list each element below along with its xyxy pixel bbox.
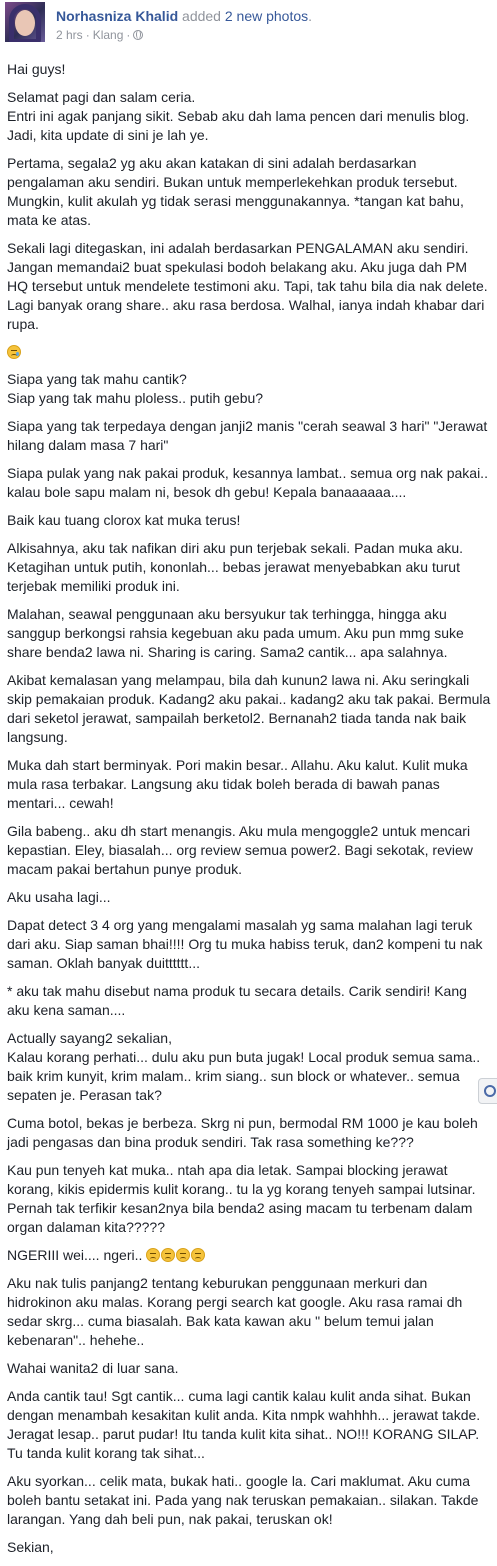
action-end: . xyxy=(308,8,313,24)
paragraph: Anda cantik tau! Sgt cantik... cuma lagi cantik kalau kulit anda sihat. Bukan dengan menambah kesakitan kulit anda. Kita nmpk wahhhh... jerawat takde. Jeragat lesap.. parut pudar! Itu tanda kulit kita sihat.. NO!!! KORANG SILAP. Tu tanda kulit korang tak sihat... xyxy=(7,1388,481,1461)
post-header xyxy=(0,0,497,50)
paragraph: Pertama, segala2 yg aku akan katakan di sini adalah berdasarkan pengalaman aku sendiri. Bukan untuk memperlekehkan produk tersebut. Mungkin, kulit akulah yg tidak serasi menggunakannya. *tangan kat bahu, mata ke atas. xyxy=(7,155,464,228)
confounded-face-emoji xyxy=(146,1248,160,1262)
post-time[interactable]: 2 hrs xyxy=(56,28,83,42)
paragraph: Akibat kemalasan yang melampau, bila dah kunun2 lawa ni. Aku seringkali skip pemakaian produk. Kadang2 aku pakai.. kadang2 aku tak pakai. Bermula dari seketol jerawat, sampailah berketol2. Bernanah2 tiada tanda nak baik langsung. xyxy=(7,672,491,745)
paragraph: Aku syorkan... celik mata, bukak hati.. google la. Cari maklumat. Aku cuma boleh bantu setakat ini. Pada yang nak teruskan pemakaian.. silakan. Takde larangan. Yang dah beli pun, nak pakai, teruskan ok! xyxy=(7,1473,479,1527)
paragraph: Alkisahnya, aku tak nafikan diri aku pun terjebak sekali. Padan muka aku. Ketagihan untuk putih, kononlah... bebas jerawat menyebabkan aku turut terjebak memiliki produk ini. xyxy=(7,540,464,594)
paragraph: Muka dah start berminyak. Pori makin besar.. Allahu. Aku kalut. Kulit muka mula rasa terbakar. Langsung aku tidak boleh berada di bawah panas mentari... cewah! xyxy=(7,757,468,811)
avatar[interactable] xyxy=(5,2,45,42)
emoji-line xyxy=(7,343,491,361)
meta-separator: · xyxy=(85,28,90,42)
paragraph: * aku tak mahu disebut nama produk tu secara details. Carik sendiri! Kang aku kena saman.... xyxy=(7,983,467,1018)
avatar-face xyxy=(15,10,35,36)
ngeri-paragraph xyxy=(7,1246,491,1265)
tear-icon xyxy=(16,352,19,356)
paragraph: Dapat detect 3 4 org yang mengalami masalah yg sama malahan lagi teruk dari aku. Siap saman bhai!!!! Org tu muka habiss teruk, dan2 kompeni tu nak saman. Oklah banyak duitttttt... xyxy=(7,917,483,971)
author-name[interactable]: Norhasniza Khalid xyxy=(56,8,179,24)
paragraph: Selamat pagi dan salam ceria. Entri ini agak panjang sikit. Sebab aku dah lama pencen dari menulis blog. Jadi, kita update di sini je lah ye. xyxy=(7,89,470,143)
confounded-face-emoji xyxy=(161,1248,175,1262)
paragraph: Baik kau tuang clorox kat muka terus! xyxy=(7,512,241,528)
paragraph: Siapa yang tak mahu cantik? Siap yang tak mahu ploless.. putih gebu? xyxy=(7,371,264,406)
paragraph: Wahai wanita2 di luar sana. xyxy=(7,1360,179,1376)
crying-face-emoji xyxy=(7,345,21,359)
post-body xyxy=(7,60,491,1566)
meta-separator-2: · xyxy=(126,28,131,42)
photos-link[interactable]: 2 new photos xyxy=(224,8,309,24)
post-meta xyxy=(56,28,143,42)
paragraph: Hai guys! xyxy=(7,61,66,77)
share-icon xyxy=(484,1085,496,1097)
paragraph: Aku usaha lagi... xyxy=(7,889,111,905)
side-widget[interactable] xyxy=(478,1078,497,1104)
paragraph: Siapa yang tak terpedaya dengan janji2 manis "cerah seawal 3 hari" "Jerawat hilang dalam masa 7 hari" xyxy=(7,418,488,453)
paragraph: Sekian, xyxy=(7,1539,54,1555)
author-action: added xyxy=(182,8,221,24)
paragraph: Aku nak tulis panjang2 tentang keburukan penggunaan merkuri dan hidrokinon aku malas. Korang pergi search kat google. Aku rasa ramai dh sedar skrg... cuma biasalah. Bak kata kawan aku " belum temui jalan kebenaran".. hehehe.. xyxy=(7,1275,463,1348)
paragraph: Malahan, seawal penggunaan aku bersyukur tak terhingga, hingga aku sanggup berkongsi rahsia kegebuan aku pada umum. Aku pun mmg suke share benda2 lawa ni. Sharing is caring. Sama2 cantik... apa salahnya. xyxy=(7,606,464,660)
confounded-face-emoji xyxy=(191,1248,205,1262)
paragraph: Kau pun tenyeh kat muka.. ntah apa dia letak. Sampai blocking jerawat korang, kikis epidermis kulit korang.. tu la yg korang tenyeh sampai lutsinar. Pernah tak terfikir kesan2nya bila benda2 asing macam tu terbenam dalam organ dalaman kita????? xyxy=(7,1162,476,1235)
paragraph: Gila babeng.. aku dh start menangis. Aku mula mengoggle2 untuk mencari kepastian. Eley, biasalah... org review semua power2. Bagi sekotak, review macam pakai bertahun punye produk. xyxy=(7,823,473,877)
author-line xyxy=(56,8,312,24)
confounded-face-emoji xyxy=(176,1248,190,1262)
paragraph: Sekali lagi ditegaskan, ini adalah berdasarkan PENGALAMAN aku sendiri. Jangan memandai2 buat spekulasi bodoh belakang aku. Aku juga dah PM HQ tersebut untuk mendelete testimoni aku. Tapi, tak tahu bila dia nak delete. Lagi banyak orang share.. aku rasa berdosa. Walhal, ianya indah khabar dari rupa. xyxy=(7,240,488,332)
paragraph: Actually sayang2 sekalian, Kalau korang perhati... dulu aku pun buta jugak! Local produk semua sama.. baik krim kunyit, krim malam.. krim siang.. sun block or whatever.. semua sepaten je. Perasan tak? xyxy=(7,1030,481,1103)
ngeri-text: NGERIII wei.... ngeri.. xyxy=(7,1247,143,1263)
paragraph: Siapa pulak yang nak pakai produk, kesannya lambat.. semua org nak pakai.. kalau bole sapu malam ni, besok dh gebu! Kepala banaaaaaa.... xyxy=(7,465,488,500)
post-location[interactable]: Klang xyxy=(92,28,124,42)
globe-icon[interactable] xyxy=(133,30,143,40)
paragraph: Cuma botol, bekas je berbeza. Skrg ni pun, bermodal RM 1000 je kau boleh jadi pengasas dan bina produk sendiri. Tak rasa something ke??? xyxy=(7,1115,478,1150)
